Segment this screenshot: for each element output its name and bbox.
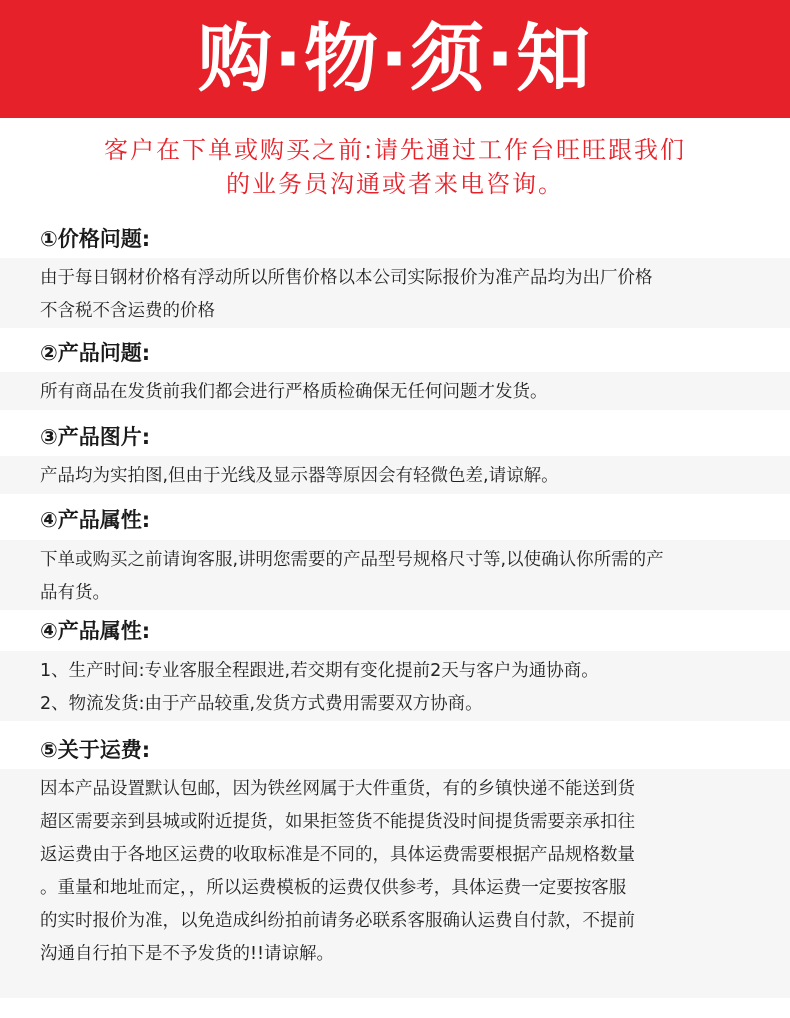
section-title-attributes-2: ④产品属性: — [40, 619, 151, 643]
section-text-line: 2、物流发货:由于产品较重,发货方式费用需要双方协商。 — [40, 694, 483, 714]
intro-line: 的业务员沟通或者来电咨询。 — [226, 170, 564, 198]
section-body-price — [0, 258, 790, 328]
section-title-attributes: ④产品属性: — [40, 508, 151, 532]
section-text-line: 所有商品在发货前我们都会进行严格质检确保无任何问题才发货。 — [40, 382, 548, 402]
header-banner — [0, 0, 790, 118]
section-text-line: 因本产品设置默认包邮，因为铁丝网属于大件重货，有的乡镇快递不能送到货 — [40, 779, 635, 799]
section-text-line: 由于每日钢材价格有浮动所以所售价格以本公司实际报价为准产品均为出厂价格 — [40, 268, 653, 288]
section-text-line: 1、生产时间:专业客服全程跟进,若交期有变化提前2天与客户为通协商。 — [40, 661, 599, 681]
section-text-line: 沟通自行拍下是不予发货的!!请谅解。 — [40, 944, 335, 964]
section-body-attributes — [0, 540, 790, 610]
intro-line: 客户在下单或购买之前:请先通过工作台旺旺跟我们 — [103, 136, 687, 164]
section-text-line: 。重量和地址而定，，所以运费模板的运费仅供参考，具体运费一定要按客服 — [40, 878, 627, 898]
section-body-product — [0, 372, 790, 410]
section-title-product: ②产品问题: — [40, 341, 151, 365]
section-text-line: 的实时报价为准，以免造成纠纷拍前请务必联系客服确认运费自付款，不提前 — [40, 911, 635, 931]
page-title: 购·物·须·知 — [197, 16, 593, 102]
section-body-shipping — [0, 769, 790, 998]
section-title-shipping: ⑤关于运费: — [40, 738, 151, 762]
section-text-line: 超区需要亲到县城或附近提货，如果拒签货不能提货没时间提货需要亲承扣往 — [40, 812, 635, 832]
section-title-images: ③产品图片: — [40, 425, 151, 449]
section-body-attributes-2 — [0, 651, 790, 721]
intro-notice — [0, 133, 790, 201]
section-text-line: 下单或购买之前请询客服,讲明您需要的产品型号规格尺寸等,以使确认你所需的产 — [40, 550, 664, 570]
section-text-line: 产品均为实拍图,但由于光线及显示器等原因会有轻微色差,请谅解。 — [40, 466, 559, 486]
section-text-line: 不含税不含运费的价格 — [40, 301, 215, 321]
section-text-line: 品有货。 — [40, 583, 110, 603]
section-title-price: ①价格问题: — [40, 227, 151, 251]
section-text-line: 返运费由于各地区运费的收取标准是不同的，具体运费需要根据产品规格数量 — [40, 845, 635, 865]
section-body-images — [0, 456, 790, 494]
